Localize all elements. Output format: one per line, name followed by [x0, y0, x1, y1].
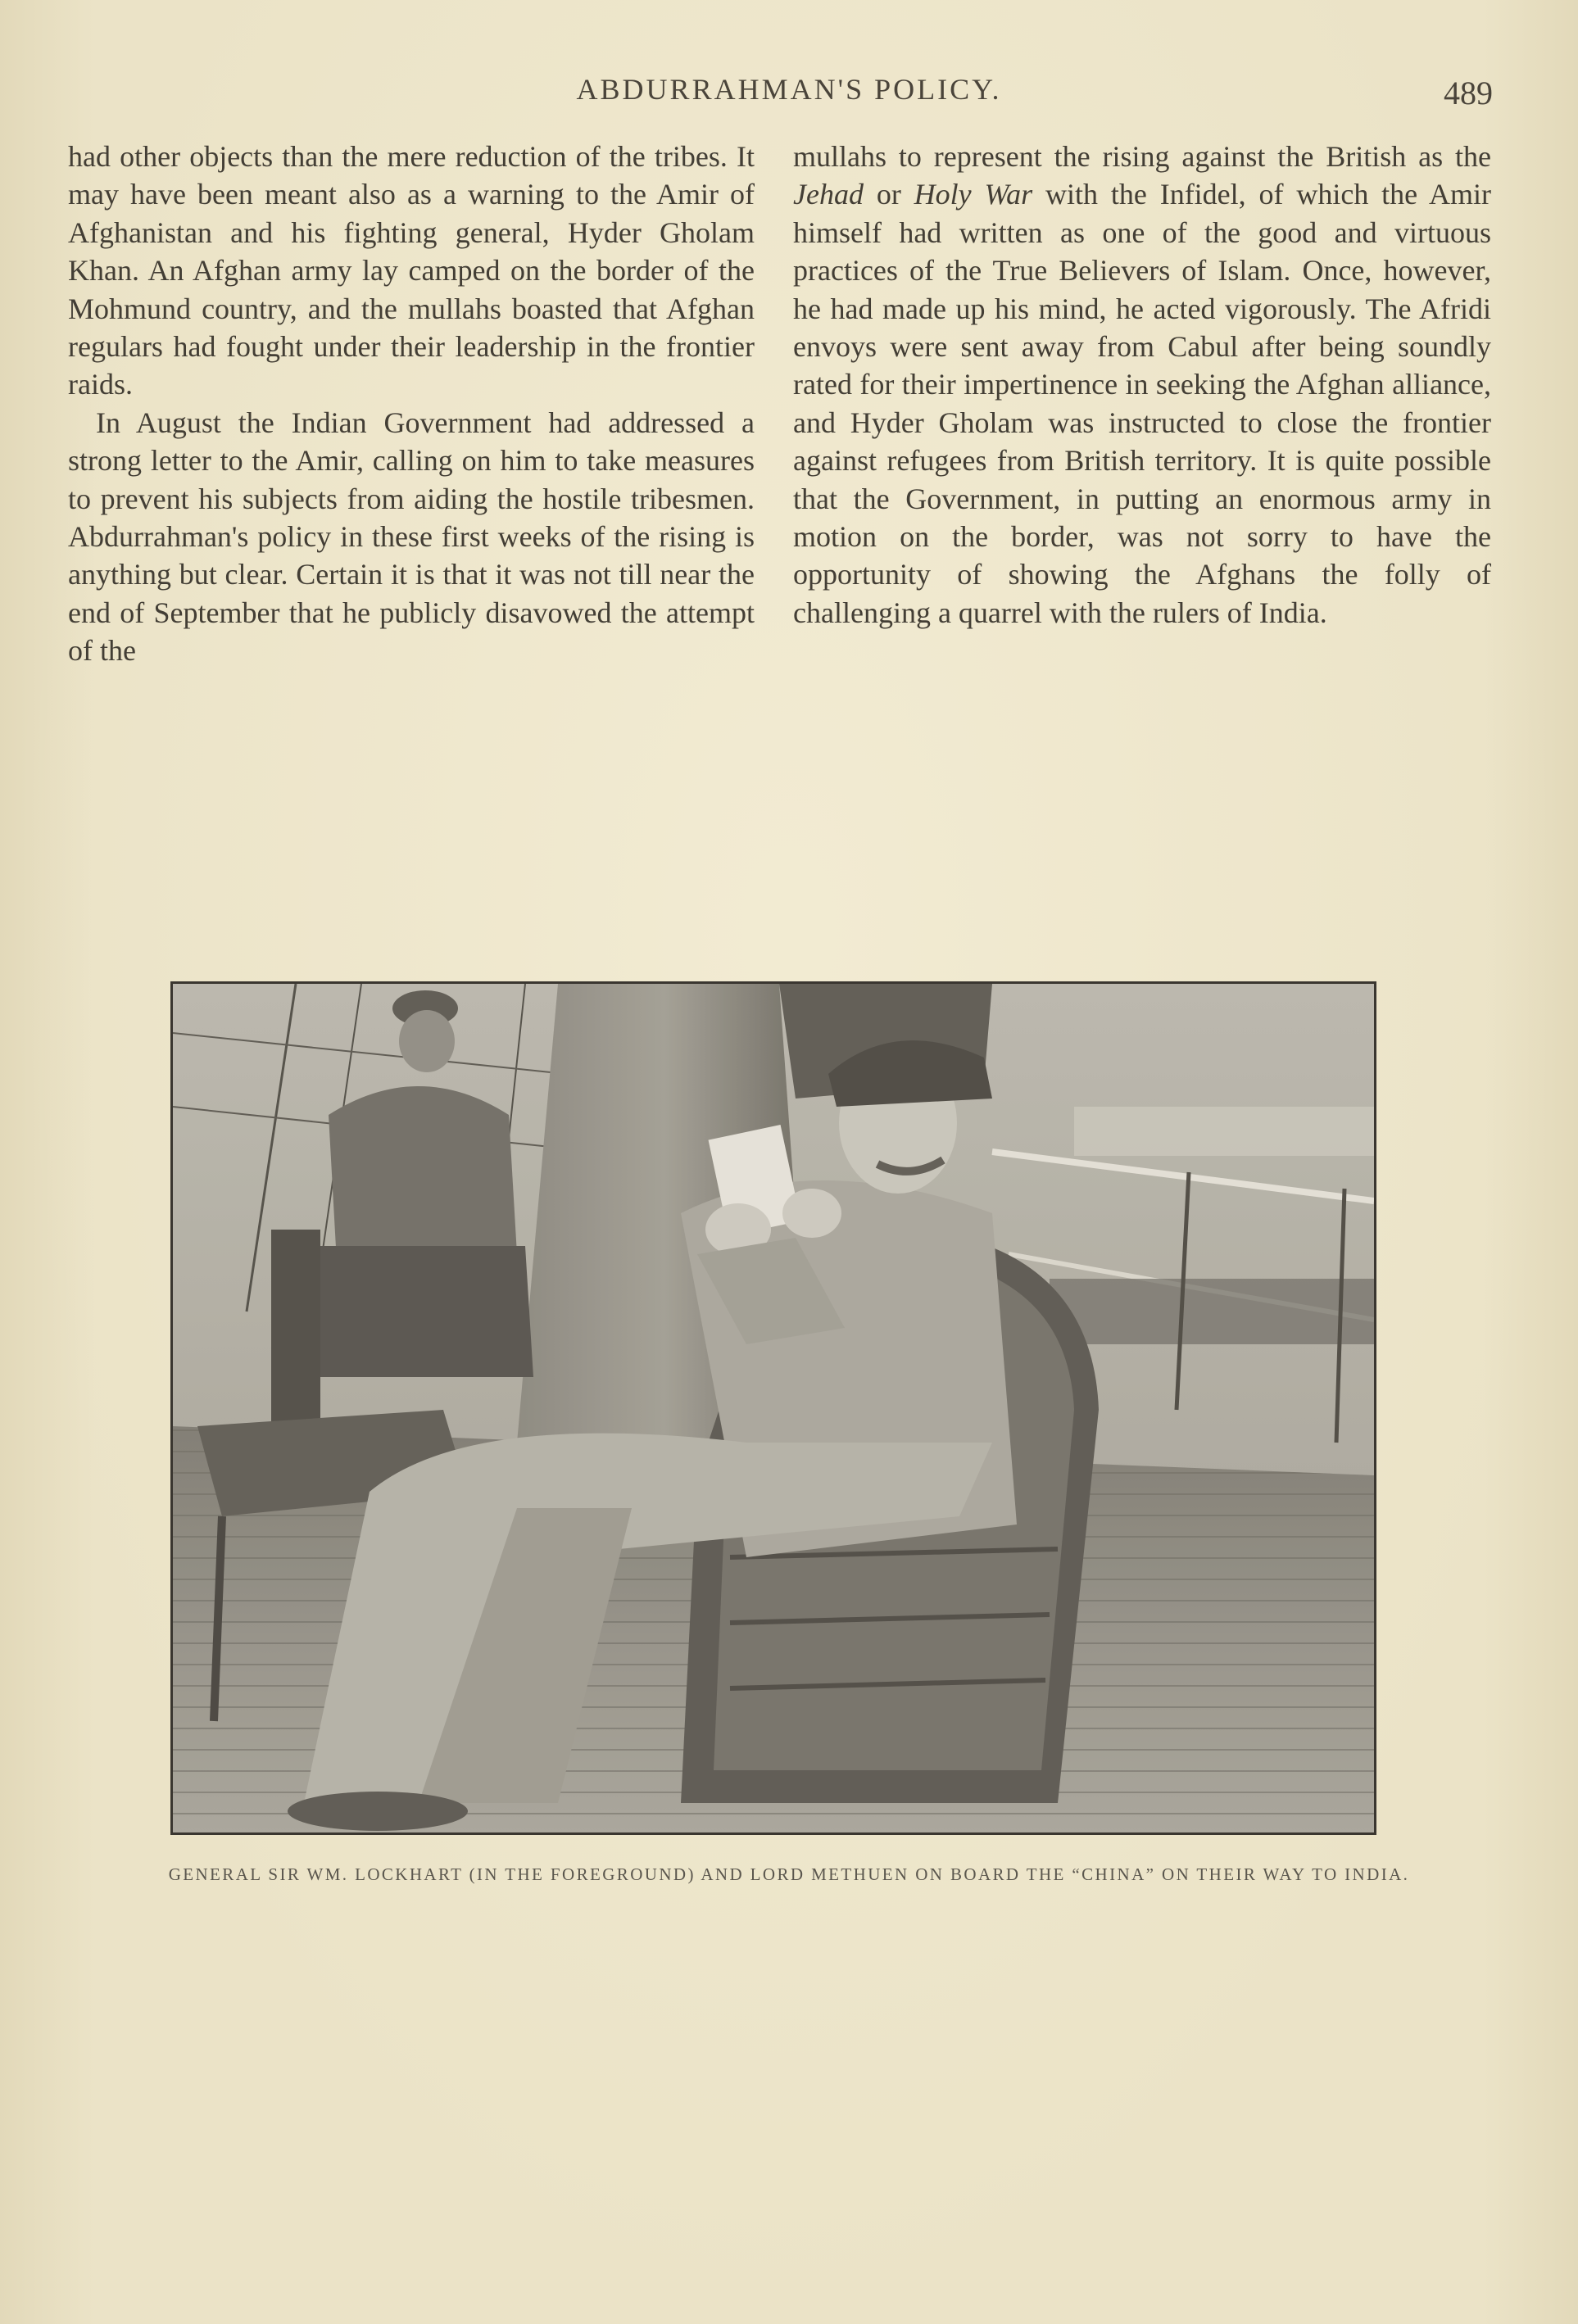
figure-caption: GENERAL SIR WM. LOCKHART (IN THE FOREGROUND) AND LORD METHUEN ON BOARD THE “CHINA” ON THEIR WAY TO INDIA. [168, 1864, 1410, 1884]
right-column [793, 138, 1491, 632]
right-paragraph [793, 138, 1491, 632]
right-text-before-jehad: mullahs to represent the rising against the British as the [793, 140, 1491, 173]
holy-war-term: Holy War [914, 178, 1033, 211]
left-column [68, 138, 755, 670]
halftone-photograph [170, 981, 1376, 1835]
page-number: 489 [1444, 75, 1493, 111]
jehad-term: Jehad [793, 178, 864, 211]
running-title: ABDURRAHMAN'S POLICY. [576, 73, 1002, 106]
right-text-after: with the Infidel, of which the Amir himself had written as one of the good and virtuous practices of the True Believers of Islam. Once, however, he had made up his mind, he acted vigorously. The Afridi envoys were sent away from Cabul after being soundly rated for their impertinence in seeking the Afghan alliance, and Hyder Gholam was instructed to close the frontier against refugees from British territory. It is quite possible that the Government, in putting an enormous army in motion on the border, was not sorry to have the opportunity of showing the Afghans the folly of challenging a quarrel with the rulers of India. [793, 178, 1491, 629]
right-text-or: or [863, 178, 914, 211]
left-paragraph-1: had other objects than the mere reduction of the tribes. It may have been meant also as a warning to the Amir of Afghanistan and his fighting general, Hyder Gholam Khan. An Afghan army lay camped on the border of the Mohmund country, and the mullahs boasted that Afghan regulars had fought under their leadership in the frontier raids. [68, 140, 755, 401]
left-paragraph-2: In August the Indian Government had addressed a strong letter to the Amir, calling on him to take measures to prevent his subjects from aiding the hostile tribesmen. Abdurrahman's policy in these first weeks of the rising is anything but clear. Certain it is that it was not till near the end of September that he publicly disavowed the attempt of the [68, 405, 755, 668]
photo-illustration [173, 984, 1374, 1832]
